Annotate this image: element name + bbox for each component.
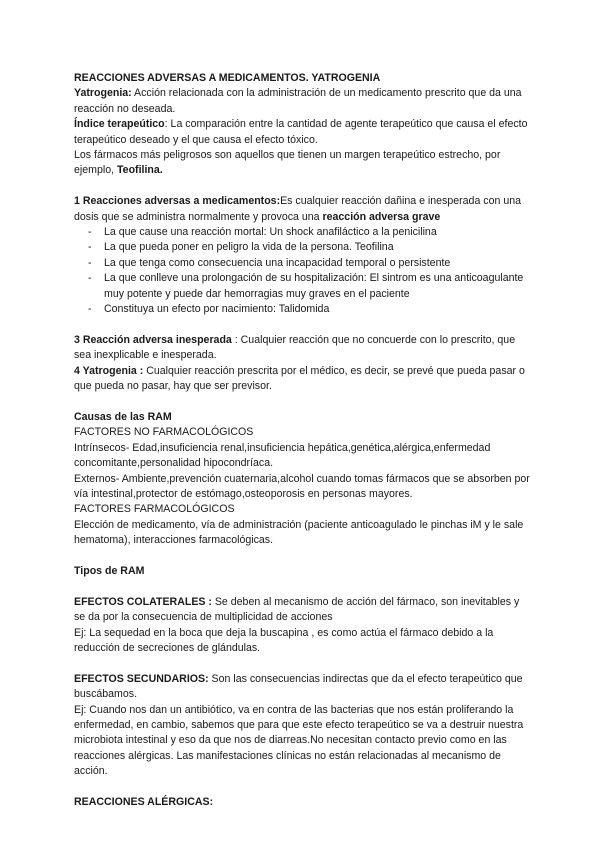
section3-text: : Cualquier reacción que no concuerde con lo prescrito, que sea inexplicable e inesperada.: [74, 333, 516, 362]
spacer: [74, 317, 530, 332]
section1-text: Es cualquier reacción dañina e inesperada con una dosis que se administra normalmente y provoca una: [74, 195, 521, 223]
farmacologicos-paragraph: Elección de medicamento, vía de administración (paciente anticoagulado le pinchas iM y le sale hematoma), interacciones farmacológicas.: [74, 518, 524, 547]
farmacos-peligrosos: [74, 148, 530, 179]
list-item: - La que tenga como consecuencia una incapacidad temporal o persistente: [104, 256, 530, 271]
indice-definition: [74, 117, 530, 148]
intrinsecos-paragraph: Intrínsecos- Edad,insuficiencia renal,insuficiencia hepática,genética,alérgica,enfermedad concomitante,personalidad hipocondríaca.: [74, 441, 491, 470]
secundarios-heading: EFECTOS SECUNDARIOS:: [74, 672, 209, 685]
spacer: [74, 179, 530, 194]
section4-heading: 4 Yatrogenia :: [74, 364, 144, 377]
list-item: - Constituya un efecto por nacimiento: Talidomida: [104, 302, 530, 317]
colaterales-paragraph: [74, 595, 530, 626]
indice-term: Índice terapeútico: [74, 118, 165, 131]
list-item: - La que pueda poner en peligro la vida de la persona. Teofilina: [104, 240, 530, 255]
section1-list: [74, 225, 530, 317]
document-body: [74, 71, 530, 810]
spacer: [74, 549, 530, 564]
section3-paragraph: [74, 333, 530, 364]
no-farmacologicos-heading: FACTORES NO FARMACOLÓGICOS: [74, 426, 254, 439]
list-item: - La que conlleve una prolongación de su hospitalización: El sintrom es una anticoagulante muy potente y puede dar hemorragias muy graves en el paciente: [104, 271, 530, 302]
spacer: [74, 656, 530, 671]
tipos-heading: Tipos de RAM: [74, 564, 145, 577]
yatrogenia-term: Yatrogenia:: [74, 87, 132, 100]
section1-paragraph: [74, 194, 530, 225]
section1-heading: 1 Reacciones adversas a medicamentos:: [74, 195, 281, 208]
spacer: [74, 579, 530, 594]
section1-emphasis: reacción adversa grave: [322, 210, 441, 223]
secundarios-example: Ej: Cuando nos dan un antibiótico, va en contra de las bacterias que nos están proliferando la enfermedad, en cambio, sabemos que para que este efecto terapeútico se va a destruir nuestra microbiota intestinal y eso da que nos de diarreas.No necesitan contacto previo como en las reacciones alérgicas. Las manifestaciones clínicas no están relacionadas al mecanismo de acción.: [74, 703, 524, 778]
section3-heading: 3 Reacción adversa inesperada: [74, 333, 232, 346]
yatrogenia-text: Acción relacionada con la administración de un medicamento prescrito que da una reacción no deseada.: [74, 87, 522, 115]
spacer: [74, 395, 530, 410]
colaterales-text: Se deben al mecanismo de acción del fármaco, son inevitables y se da por la consecuencia de multiplicidad de acciones: [74, 595, 520, 624]
alergicas-heading: REACCIONES ALÉRGICAS:: [74, 795, 214, 808]
document-title: REACCIONES ADVERSAS A MEDICAMENTOS. YATROGENIA: [74, 72, 381, 84]
list-item: - La que cause una reacción mortal: Un shock anafiláctico a la penicilina: [104, 225, 530, 240]
colaterales-example: Ej: La sequedad en la boca que deja la buscapina , es como actúa el fármaco debido a la reducción de secreciones de glándulas.: [74, 626, 494, 654]
section4-text: Cualquier reacción prescrita por el médico, es decir, se prevé que pueda pasar o que pueda no pasar, hay que ser previsor.: [74, 364, 525, 393]
externos-paragraph: Externos- Ambiente,prevención cuaternaria,alcohol cuando tomas fármacos que se absorben por vía intestinal,protector de estómago,osteoporosis en personas mayores.: [74, 472, 530, 500]
secundarios-paragraph: [74, 672, 530, 703]
spacer: [74, 780, 530, 795]
causas-heading: Causas de las RAM: [74, 410, 172, 423]
indice-text: : La comparación entre la cantidad de agente terapeútico que causa el efecto terapeútico deseado y el que causa el efecto tóxico.: [74, 118, 528, 146]
farmacologicos-heading: FACTORES FARMACOLÓGICOS: [74, 503, 235, 516]
secundarios-text: Son las consecuencias indirectas que da el efecto terapeútico que buscábamos.: [74, 672, 523, 701]
farmacos-example: Teofilina.: [117, 164, 163, 177]
colaterales-heading: EFECTOS COLATERALES :: [74, 595, 212, 608]
section4-paragraph: [74, 364, 530, 395]
yatrogenia-definition: [74, 86, 530, 117]
farmacos-text: Los fármacos más peligrosos son aquellos que tienen un margen terapeútico estrecho, por ejemplo,: [74, 149, 501, 177]
